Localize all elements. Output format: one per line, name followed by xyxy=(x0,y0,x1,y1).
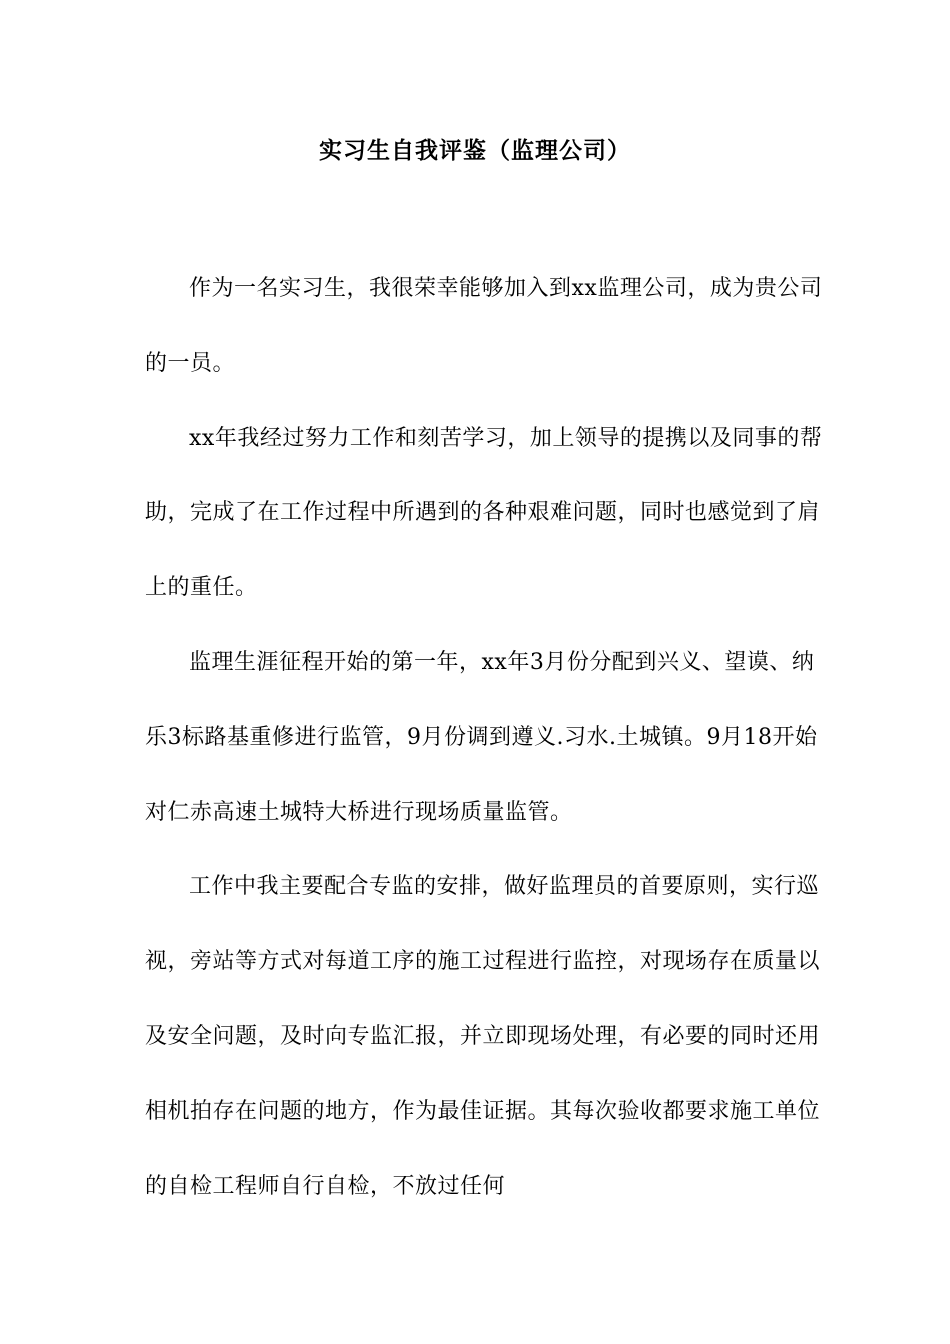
paragraph-1: 作为一名实习生，我很荣幸能够加入到xx监理公司，成为贵公司的一员。 xyxy=(145,276,823,376)
document-body xyxy=(145,252,825,1224)
paragraph-2: xx年我经过努力工作和刻苦学习，加上领导的提携以及同事的帮助，完成了在工作过程中所遇到的各种艰难问题，同时也感觉到了肩上的重任。 xyxy=(145,425,823,601)
paragraph-3: 监理生涯征程开始的第一年，xx年3月份分配到兴义、望谟、纳乐3标路基重修进行监管，9月份调到遵义.习水.土城镇。9月18开始对仁赤高速土城特大桥进行现场质量监管。 xyxy=(145,649,818,825)
paragraph-4: 工作中我主要配合专监的安排，做好监理员的首要原则，实行巡视，旁站等方式对每道工序的施工过程进行监控，对现场存在质量以及安全问题，及时向专监汇报，并立即现场处理，有必要的同时还用相机拍存在问题的地方，作为最佳证据。其每次验收都要求施工单位的自检工程师自行自检，不放过任何 xyxy=(145,874,821,1199)
document-title: 实习生自我评鉴（监理公司） xyxy=(319,137,631,164)
